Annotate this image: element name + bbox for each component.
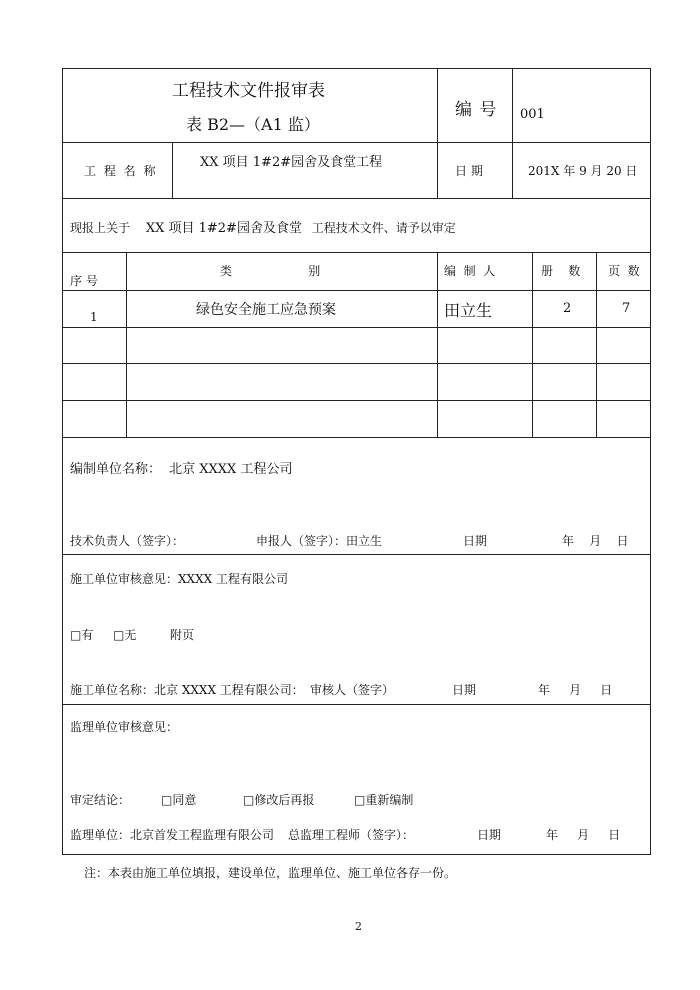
border-left <box>62 68 63 855</box>
rule-v-header-2 <box>512 68 513 199</box>
col-header-volumes: 册 数 <box>541 264 581 278</box>
number-label: 编 号 <box>455 100 498 120</box>
rule-row2-bottom <box>62 363 651 364</box>
rule-v-table-2 <box>437 252 438 438</box>
border-bottom <box>62 854 651 855</box>
conclusion-label: 审定结论： <box>70 793 131 807</box>
supervision-date-ymd: 年 月 日 <box>546 828 621 842</box>
rule-row1-bottom <box>62 327 651 328</box>
rule-v-table-3 <box>532 252 533 438</box>
row-volumes: 2 <box>563 301 572 316</box>
row-pages: 7 <box>622 301 631 316</box>
col-header-index: 序 号 <box>70 274 98 288</box>
rule-v-table-1 <box>126 252 127 438</box>
reviewer-signature: 审核人（签字） <box>310 683 395 697</box>
row-category: 绿色安全施工应急预案 <box>196 302 336 318</box>
project-name-label: 工 程 名 称 <box>84 164 158 178</box>
compiler-unit-value: 北京 XXXX 工程公司 <box>169 462 293 477</box>
rule-table-header-bottom <box>62 290 651 291</box>
col-header-author: 编 制 人 <box>444 264 496 278</box>
checkbox-no[interactable]: □无 <box>113 628 137 642</box>
compiler-unit <box>70 458 292 477</box>
form-title: 工程技术文件报审表 <box>172 81 325 101</box>
submission-text <box>70 217 456 236</box>
rule-v-table-4 <box>596 252 597 438</box>
contractor-opinion: 施工单位审核意见：XXXX 工程有限公司 <box>70 572 288 586</box>
number-value: 001 <box>520 107 545 122</box>
tech-lead-signature: 技术负责人（签字）： <box>70 534 185 548</box>
rule-project-bottom <box>62 198 651 199</box>
checkbox-revise[interactable]: □修改后再报 <box>243 793 315 807</box>
rule-v-header-1 <box>437 68 438 199</box>
submission-prefix: 现报上关于 <box>70 221 131 235</box>
supervision-opinion: 监理单位审核意见： <box>70 720 179 734</box>
contractor-date-ymd: 年 月 日 <box>538 683 613 697</box>
submission-project: XX 项目 1#2#园舍及食堂 <box>145 221 302 236</box>
rule-contractor-bottom <box>62 704 651 705</box>
footer-note: 注：本表由施工单位填报，建设单位，监理单位、施工单位各存一份。 <box>84 866 457 880</box>
rule-submission-bottom <box>62 252 651 253</box>
submission-suffix: 工程技术文件、请予以审定 <box>311 221 456 235</box>
border-top <box>62 68 651 69</box>
checkbox-yes[interactable]: □有 <box>70 628 94 642</box>
contractor-unit: 施工单位名称：北京 XXXX 工程有限公司： <box>70 683 304 697</box>
rule-header-bottom <box>62 142 651 143</box>
rule-row3-bottom <box>62 400 651 401</box>
page-number: 2 <box>355 920 362 933</box>
applicant-signature: 申报人（签字）：田立生 <box>256 534 383 548</box>
border-right <box>650 68 651 855</box>
compiler-unit-label: 编制单位名称： <box>70 462 162 477</box>
date-label: 日 期 <box>455 164 483 178</box>
supervision-date-label: 日期 <box>477 828 502 842</box>
checkbox-recompile[interactable]: □重新编制 <box>354 793 414 807</box>
rule-row4-bottom <box>62 437 651 438</box>
col-header-pages: 页 数 <box>608 264 640 278</box>
date-value: 201X 年 9 月 20 日 <box>528 164 638 178</box>
contractor-date-label: 日期 <box>452 683 477 697</box>
compiler-date-label: 日期 <box>463 534 488 548</box>
project-name-value: XX 项目 1#2#园舍及食堂工程 <box>200 155 383 170</box>
supervision-unit: 监理单位：北京首发工程监理有限公司 <box>70 828 275 842</box>
chief-engineer-signature: 总监理工程师（签字）： <box>288 828 415 842</box>
col-header-category: 类 别 <box>220 264 321 278</box>
compiler-date-ymd: 年 月 日 <box>562 534 629 548</box>
checkbox-agree[interactable]: □同意 <box>161 793 197 807</box>
rule-compiler-bottom <box>62 554 651 555</box>
rule-v-project-label <box>172 142 173 199</box>
row-author: 田立生 <box>444 301 493 320</box>
attachment-label: 附页 <box>170 628 195 642</box>
row-index: 1 <box>90 310 98 324</box>
form-code: 表 B2—（A1 监） <box>186 115 320 134</box>
